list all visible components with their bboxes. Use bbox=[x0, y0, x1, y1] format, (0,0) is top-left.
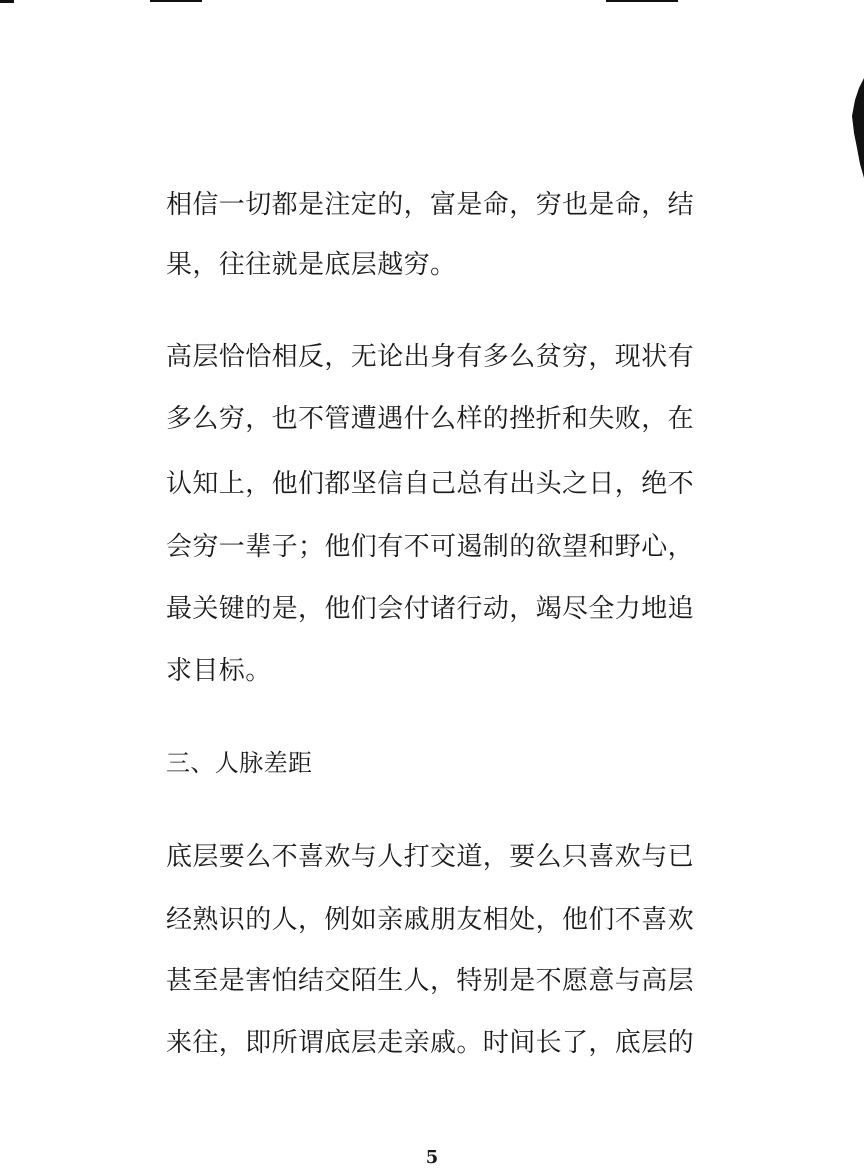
page-number: 5 bbox=[425, 1147, 439, 1168]
text-line: 底层要么不喜欢与人打交道，要么只喜欢与已 bbox=[166, 842, 695, 872]
scan-artifact bbox=[0, 0, 14, 3]
text-line: 认知上，他们都坚信自己总有出头之日，绝不 bbox=[166, 469, 695, 499]
text-line: 多么穷，也不管遭遇什么样的挫折和失败，在 bbox=[166, 404, 695, 434]
text-line: 经熟识的人，例如亲戚朋友相处，他们不喜欢 bbox=[166, 905, 695, 935]
text-line: 最关键的是，他们会付诸行动，竭尽全力地追 bbox=[166, 594, 695, 624]
scan-artifact bbox=[606, 0, 678, 2]
text-line: 会穷一辈子；他们有不可遏制的欲望和野心， bbox=[166, 532, 695, 562]
text-line: 高层恰恰相反，无论出身有多么贫穷，现状有 bbox=[166, 342, 695, 372]
section-heading: 三、人脉差距 bbox=[166, 749, 313, 777]
text-line: 来往，即所谓底层走亲戚。时间长了，底层的 bbox=[166, 1028, 695, 1058]
text-line: 甚至是害怕结交陌生人，特别是不愿意与高层 bbox=[166, 966, 695, 996]
scan-artifact bbox=[150, 0, 202, 2]
text-line: 相信一切都是注定的，富是命，穷也是命，结 bbox=[166, 190, 695, 220]
scan-edge-artifact bbox=[850, 78, 864, 178]
text-line: 求目标。 bbox=[166, 656, 272, 686]
text-line: 果，往往就是底层越穷。 bbox=[166, 250, 457, 280]
